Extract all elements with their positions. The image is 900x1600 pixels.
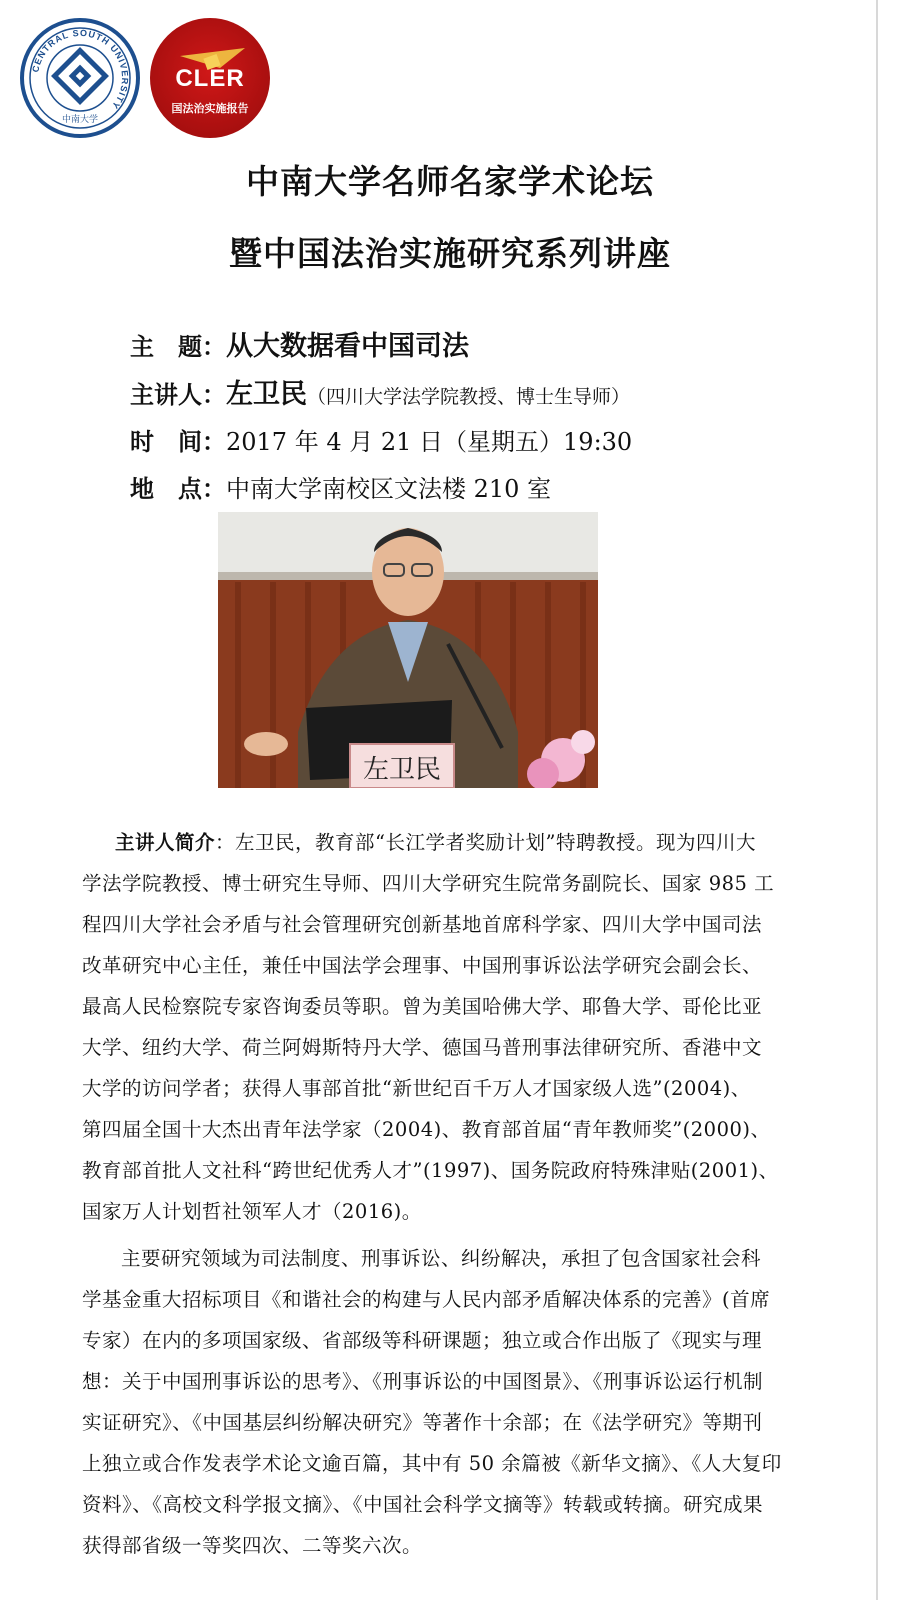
speaker-photo (218, 512, 598, 788)
bio-p2-line-4: 实证研究》、《中国基层纠纷解决研究》等著作十余部；在《法学研究》等期刊 (82, 1411, 763, 1434)
place-value: 中南大学南校区文法楼 210 室 (226, 475, 552, 503)
speaker-bio-paragraph-1 (82, 822, 800, 1232)
bio-p1-line-5: 大学、纽约大学、荷兰阿姆斯特丹大学、德国马普刑事法律研究所、香港中文 (82, 1036, 763, 1059)
bio-p2-line-5: 上独立或合作发表学术论文逾百篇，其中有 50 余篇被《新华文摘》、《人大复印 (82, 1452, 782, 1475)
topic-row (130, 324, 830, 363)
nameplate-text: 左卫民 (362, 755, 442, 785)
speaker-photo-image (218, 512, 598, 788)
bio-lead: 主讲人简介 (115, 831, 216, 854)
place-row (130, 469, 830, 504)
time-label: 时 间： (130, 428, 226, 456)
speaker-bio-paragraph-2 (82, 1238, 800, 1566)
speaker-row (130, 372, 830, 411)
place-label: 地 点： (130, 475, 226, 503)
bio-p1-line-8: 教育部首批人文社科“跨世纪优秀人才”(1997)、国务院政府特殊津贴(2001)、 (82, 1159, 779, 1182)
bio-p1-line-4: 最高人民检察院专家咨询委员等职。曾为美国哈佛大学、耶鲁大学、哥伦比亚 (82, 995, 763, 1018)
bio-p2-line-1: 学基金重大招标项目《和谐社会的构建与人民内部矛盾解决体系的完善》(首席 (82, 1288, 771, 1311)
time-value: 2017 年 4 月 21 日（星期五）19:30 (226, 428, 633, 456)
speaker-label: 主讲人： (130, 381, 226, 409)
bio-p1-line-7: 第四届全国十大杰出青年法学家（2004)、教育部首届“青年教师奖”(2000)、 (82, 1118, 771, 1141)
poster-title-line-2: 暨中国法治实施研究系列讲座 (229, 234, 671, 273)
speaker-name: 左卫民 (226, 379, 307, 410)
topic-value: 从大数据看中国司法 (226, 331, 469, 362)
bio-p1-line-9: 国家万人计划哲社领军人才（2016)。 (82, 1200, 422, 1223)
bio-p2-line-2: 专家）在内的多项国家级、省部级等科研课题；独立或合作出版了《现实与理 (82, 1329, 763, 1352)
cler-logo (150, 18, 270, 138)
csu-ring-text: CENTRAL SOUTH UNIVERSITY (30, 27, 131, 112)
bio-p1-line-3: 改革研究中心主任，兼任中国法学会理事、中国刑事诉讼法学研究会副会长、 (82, 954, 763, 977)
bio-p1-line-6: 大学的访问学者；获得人事部首批“新世纪百千万人才国家级人选”(2004)、 (82, 1077, 751, 1100)
bio-p2-line-3: 想：关于中国刑事诉讼的思考》、《刑事诉讼的中国图景》、《刑事诉讼运行机制 (82, 1370, 764, 1393)
cler-subtext: 国法治实施报告 (171, 102, 249, 115)
bio-p2-line-6: 资料》、《高校文科学报文摘》、《中国社会科学文摘等》转载或转摘。研究成果 (82, 1493, 764, 1516)
bio-line (82, 822, 800, 863)
bio-p1-line-2: 程四川大学社会矛盾与社会管理研究创新基地首席科学家、四川大学中国司法 (82, 913, 763, 936)
csu-script: 中南大学 (61, 115, 99, 125)
speaker-note: （四川大学法学院教授、博士生导师） (307, 386, 631, 408)
cler-emblem-icon (150, 18, 270, 138)
csu-logo (20, 18, 140, 138)
poster-title-line-1: 中南大学名师名家学术论坛 (246, 162, 654, 201)
topic-label: 主 题： (130, 333, 226, 361)
bio-p2-line-0: 主要研究领域为司法制度、刑事诉讼、纠纷解决，承担了包含国家社会科 (121, 1247, 762, 1270)
bio-p1-line-1: 学法学院教授、博士研究生导师、四川大学研究生院常务副院长、国家 985 工 (82, 872, 775, 895)
time-row (130, 422, 830, 457)
csu-emblem-icon (24, 22, 136, 134)
cler-text: CLER (175, 65, 245, 92)
bio-p2-line-7: 获得部省级一等奖四次、二等奖六次。 (82, 1534, 423, 1557)
bio-p1-line-0: ：左卫民，教育部“长江学者奖励计划”特聘教授。现为四川大 (215, 831, 756, 854)
